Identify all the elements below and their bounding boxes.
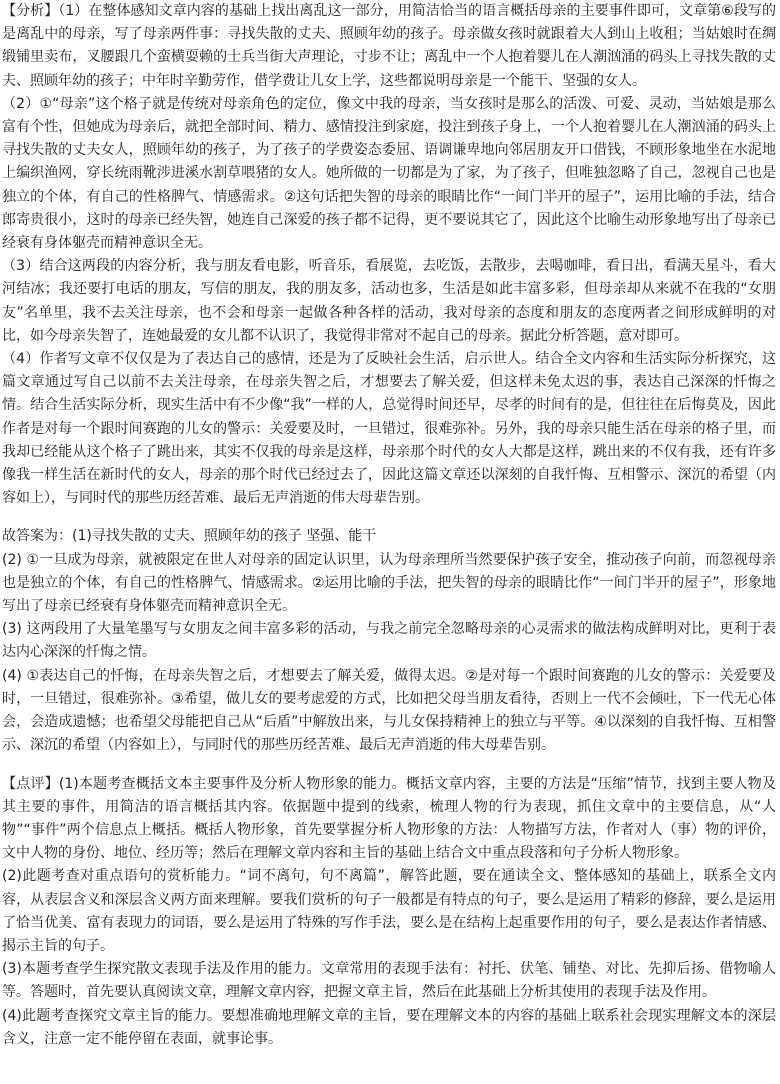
analysis-section <box>2 0 776 510</box>
answer-paragraph-2: (2) ①一旦成为母亲，就被限定在世人对母亲的固定认识里，认为母亲理所当然要保护孩子安全，推动孩子向前，而忽视母亲也是独立的个体，有自己的性格脾气、情感需求。②运用比喻的手法，把失智的母亲的眼睛比作“一间门半开的屋子”，形象地写出了母亲已经衰有身体躯壳而精神意识全无。 <box>2 551 776 615</box>
comment-paragraph-4: (4)此题考查探究文章主旨的能力。要想准确地理解文章的主旨，要在理解文本的内容的基础上联系社会现实理解文本的深层含义，注意一定不能停留在表面，就事论事。 <box>2 1007 776 1047</box>
analysis-paragraph-2: （2）①“母亲”这个格子就是传统对母亲角色的定位，像文中我的母亲，当女孩时是那么的活泼、可爱、灵动，当姑娘是那么富有个性，但她成为母亲后，就把全部时间、精力、感情投注到家庭，投注到孩子身上，一个人抱着婴儿在人潮汹涌的码头上寻找失散的丈夫女人，照顾年幼的孩子，为了孩子的学费姿态委屈、语调谦卑地向邻居朋友开口借钱，不顾形象地坐在水泥地上编织渔网，穿长统雨靴涉进溪水割草喂猪的女人。她所做的一切都是为了家，为了孩子，但唯独忽略了自己，忽视自己也是独立的个体，有自己的性格脾气、情感需求。②这句话把失智的母亲的眼睛比作“一间门半开的屋子”，运用比喻的手法，结合郎寄贵很小，这时的母亲已经失智，她连自己深爱的孩子都不记得，更不要说其它了，因此这个比喻生动形象地写出了母亲已经衰有身体躯壳而精神意识全无。 <box>2 95 776 252</box>
answer-section <box>2 525 776 757</box>
answer-paragraph-4: (4) ①表达自己的忏悔，在母亲失智之后，才想要去了解关爱，做得太迟。②是对每一个跟时间赛跑的儿女的警示：关爱要及时，一旦错过，很难弥补。③希望，做儿女的要考虑爱的方式，比如把父母当朋友看待，否则上一代不会倾吐，下一代无心体会，会造成遗憾；也希望父母能把自己从“后盾”中解放出来，与儿女保持精神上的独立与平等。④以深刻的自我忏悔、互相警示、深沉的希望（内容如上），与同时代的那些历经苦难、最后无声消逝的伟大母辈告别。 <box>2 667 776 754</box>
comment-paragraph-3: (3)本题考查学生探究散文表现手法及作用的能力。文章常用的表现手法有：衬托、伏笔、铺垫、对比、先抑后扬、借物喻人等。答题时，首先要认真阅读文章，理解文章内容，把握文章主旨，然后在此基础上分析其使用的表现手法及作用。 <box>2 961 776 1001</box>
answer-paragraph-3: (3) 这两段用了大量笔墨写与女朋友之间丰富多彩的活动，与我之前完全忽略母亲的心灵需求的做法构成鲜明对比，更利于表达内心深深的忏悔之情。 <box>2 621 776 661</box>
analysis-paragraph-4: （4）作者写文章不仅仅是为了表达自己的感情，还是为了反映社会生活，启示世人。结合全文内容和生活实际分析探究，这篇文章通过写自己以前不去关注母亲，在母亲失智之后，才想要去了解关爱，但这样未免太迟的事，表达自己深深的忏悔之情。结合生活实际分析，现实生活中有不少像“我”一样的人，总觉得时间还早，尽孝的时间有的是，但往往在后悔莫及，因此作者是对每一个跟时间赛跑的儿女的警示：关爱要及时，一旦错过，很难弥补。另外，我的母亲只能生活在母亲的格子里，而我却已经能从这个格子了跳出来，其实不仅我的母亲是这样，母亲那个时代的女人大都是这样，跳出来的不仅有我，还有许多像我一样生活在新时代的女人，母亲的那个时代已经过去了，因此这篇文章还以深刻的自我忏悔、互相警示、深沉的希望（内容如上），与同时代的那些历经苦难、最后无声消逝的伟大母辈告别。 <box>2 351 776 507</box>
analysis-paragraph-1: 【分析】（1）在整体感知文章内容的基础上找出离乱这一部分，用简洁恰当的语言概括母亲的主要事件即可，文章第⑥段写的是离乱中的母亲，写了母亲两件事：寻找失散的丈夫、照顾年幼的孩子。母亲做女孩时就跟着大人到山上收租；当姑娘时在绸缎铺里卖布，叉腰跟几个蛮横耍赖的士兵当街大声理论，寸步不让；离乱中一个人抱着婴儿在人潮汹涌的码头上寻找失散的丈夫、照顾年幼的孩子；中年时辛勤劳作，借学费让儿女上学，这些都说明母亲是一个能干、坚强的女人。 <box>2 3 776 89</box>
analysis-paragraph-3: （3）结合这两段的内容分析，我与朋友看电影，听音乐，看展览，去吃饭，去散步，去喝咖啡，看日出，看满天星斗，看大河结冰；我还要打电话的朋友，写信的朋友，我的朋友多，活动也多，生活是如此丰富多彩，但母亲却从来就不在我的“女朋友”名单里，我不去关注母亲，也不会和母亲一起做各种各样的活动，我对母亲的态度和朋友的态度两者之间形成鲜明的对比，如今母亲失智了，连她最爱的女儿都不认识了，我觉得非常对不起自己的母亲。据此分析答题，意对即可。 <box>2 258 776 344</box>
comment-paragraph-2: (2)此题考查对重点语句的赏析能力。“词不离句，句不离篇”，解答此题，要在通读全文、整体感知的基础上，联系全文内容，从表层含义和深层含义两方面来理解。要我们赏析的句子一般都是有特点的句子，要么是运用了精彩的修辞，要么是运用了恰当优美、富有表现力的词语，要么是运用了特殊的写作手法，要么是在结构上起重要作用的句子，要么是表达作者情感、揭示主旨的句子。 <box>2 868 776 954</box>
answer-paragraph-1: 故答案为：(1)寻找失散的丈夫、照顾年幼的孩子 坚强、能干 <box>2 528 377 545</box>
comment-section <box>2 773 776 1051</box>
comment-paragraph-1: 【点评】(1)本题考查概括文本主要事件及分析人物形象的能力。概括文章内容，主要的方法是“压缩”情节，找到主要人物及其主要的事件，用简洁的语言概括其内容。依据题中提到的线索，梳理人物的行为表现，抓住文章中的主要信息，从“人物”“事件”两个信息点上概括。概括人物形象，首先要掌握分析人物形象的方法：人物描写方法，作者对人（事）物的评价，文中人物的身份、地位、经历等；然后在理解文章内容和主旨的基础上结合文中重点段落和句子分析人物形象。 <box>2 775 776 862</box>
